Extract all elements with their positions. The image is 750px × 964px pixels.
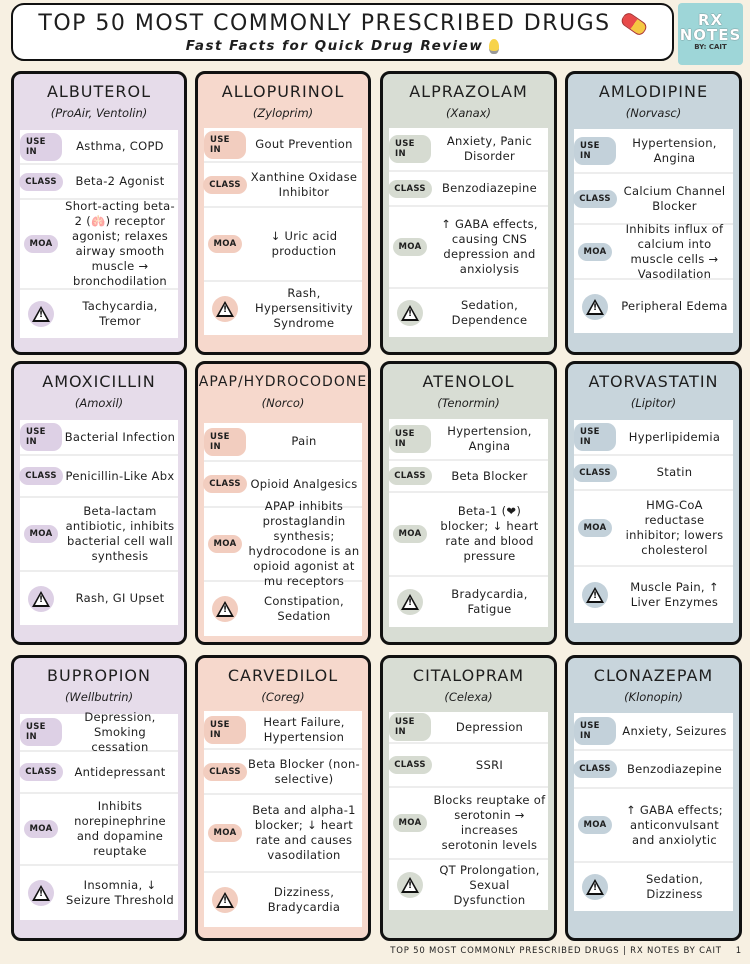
drug-name: APAP/HYDROCODONE — [198, 374, 368, 390]
use-in-row — [204, 711, 362, 748]
drug-card — [195, 655, 371, 941]
side-effects-value: Peripheral Edema — [621, 299, 728, 313]
drug-brand: (Klonopin) — [624, 690, 683, 704]
use-in-row — [20, 130, 178, 163]
class-value: Benzodiazepine — [441, 181, 538, 195]
warning-triangle — [216, 301, 234, 317]
logo-line-1: RX — [697, 11, 724, 29]
class-label: CLASS — [388, 467, 432, 485]
use-in-row — [389, 419, 548, 459]
drug-name: ALLOPURINOL — [221, 82, 345, 101]
moa-label: MOA — [393, 525, 428, 543]
drug-facts — [389, 419, 548, 627]
side-effects-value: Dizziness, Bradycardia — [267, 885, 341, 914]
drug-name: CLONAZEPAM — [593, 666, 714, 685]
moa-value: Beta-1 (❤) blocker; ↓ heart rate and blood pressure — [440, 504, 539, 563]
page-number: 1 — [735, 946, 742, 956]
use-in-row — [389, 128, 548, 170]
class-value: Beta Blocker (non-selective) — [248, 756, 360, 786]
use-value: Depression, Smoking cessation — [84, 709, 156, 754]
logo-line-2: NOTES — [679, 26, 742, 44]
use-value: Depression — [455, 719, 524, 734]
class-value: Antidepressant — [74, 764, 166, 779]
side-effects-value: Rash, Hypersensitivity Syndrome — [255, 286, 353, 330]
drug-brand: (Coreg) — [261, 690, 305, 704]
side-effects-value: Sedation, Dependence — [451, 298, 528, 327]
class-value: Calcium Channel Blocker — [623, 183, 726, 213]
side-effects-row — [389, 858, 548, 910]
drug-facts — [389, 128, 548, 337]
class-value: Penicillin-Like Abx — [65, 468, 175, 483]
moa-row — [20, 496, 178, 570]
class-label: CLASS — [203, 763, 247, 781]
side-effects-row — [20, 288, 178, 338]
warning-icon — [397, 589, 423, 615]
moa-label: MOA — [578, 519, 613, 537]
side-effects-row — [389, 575, 548, 627]
warning-triangle — [586, 879, 604, 895]
drug-name: BUPROPION — [47, 666, 151, 685]
moa-row — [389, 491, 548, 575]
class-label: CLASS — [388, 180, 432, 198]
drug-card — [380, 655, 557, 941]
side-effects-row — [389, 287, 548, 337]
warning-triangle — [401, 305, 419, 321]
drug-name: CITALOPRAM — [412, 666, 525, 685]
drug-brand: (Amoxil) — [74, 396, 124, 410]
drug-card — [11, 71, 187, 355]
class-label: CLASS — [19, 173, 63, 191]
drug-name: AMLODIPINE — [598, 82, 709, 101]
moa-row — [389, 786, 548, 858]
class-value: Statin — [656, 465, 693, 479]
moa-label: MOA — [24, 525, 59, 543]
drug-facts — [574, 713, 733, 911]
warning-icon — [397, 300, 423, 326]
moa-value: Beta-lactam antibiotic, inhibits bacterial cell wall synthesis — [65, 504, 175, 563]
warning-triangle — [586, 587, 604, 603]
side-effects-row — [20, 864, 178, 920]
side-effects-row — [574, 861, 733, 911]
class-label: CLASS — [19, 467, 63, 485]
drug-facts — [204, 711, 362, 927]
rx-notes-logo — [678, 3, 743, 65]
use-value: Asthma, COPD — [76, 139, 164, 153]
use-in-label: USE IN — [204, 131, 246, 159]
class-label: CLASS — [573, 760, 617, 778]
moa-label: MOA — [393, 814, 428, 832]
class-value: Opioid Analgesics — [250, 476, 358, 491]
page-footer — [390, 946, 742, 956]
drug-brand: (ProAir, Ventolin) — [50, 106, 148, 120]
warning-icon — [582, 582, 608, 608]
class-row — [20, 163, 178, 198]
class-row — [389, 170, 548, 205]
moa-row — [20, 198, 178, 288]
moa-row — [204, 793, 362, 871]
drug-name: ALBUTEROL — [46, 82, 152, 101]
page-title: TOP 50 MOST COMMONLY PRESCRIBED DRUGS — [38, 11, 611, 36]
side-effects-row — [204, 280, 362, 335]
use-in-label: USE IN — [204, 716, 246, 744]
drug-facts — [20, 130, 178, 338]
moa-value: ↑ GABA effects; anticonvulsant and anxiolytic — [626, 802, 723, 847]
moa-label: MOA — [208, 235, 243, 253]
use-in-label: USE IN — [20, 133, 62, 161]
class-value: Benzodiazepine — [626, 761, 723, 776]
side-effects-value: Constipation, Sedation — [264, 594, 344, 623]
class-row — [204, 748, 362, 793]
drug-name: AMOXICILLIN — [42, 372, 156, 391]
moa-row — [574, 221, 733, 281]
drug-facts — [574, 420, 733, 623]
moa-row — [574, 489, 733, 565]
warning-triangle — [586, 299, 604, 315]
moa-value: ↑ GABA effects, causing CNS depression and anxiolysis — [441, 217, 538, 276]
class-row — [574, 454, 733, 489]
drug-brand: (Tenormin) — [437, 396, 500, 410]
footer-text: TOP 50 MOST COMMONLY PRESCRIBED DRUGS | RX NOTES BY CAIT — [390, 946, 722, 956]
use-in-label: USE IN — [574, 423, 616, 451]
moa-label: MOA — [578, 243, 613, 261]
use-in-label: USE IN — [389, 713, 431, 741]
drug-facts — [20, 420, 178, 625]
drug-card — [195, 361, 371, 645]
drug-card — [11, 361, 187, 645]
class-value: Xanthine Oxidase Inhibitor — [250, 169, 358, 199]
warning-icon — [582, 294, 608, 320]
warning-icon — [582, 874, 608, 900]
class-row — [574, 749, 733, 787]
side-effects-value: Insomnia, ↓ Seizure Threshold — [66, 878, 174, 907]
lightbulb-icon — [489, 39, 499, 54]
pill-icon — [619, 11, 648, 37]
use-value: Pain — [291, 434, 317, 448]
use-in-label: USE IN — [574, 717, 616, 745]
moa-label: MOA — [208, 535, 243, 553]
class-row — [20, 750, 178, 792]
use-in-row — [204, 423, 362, 460]
moa-label: MOA — [24, 235, 59, 253]
side-effects-value: Tachycardia, Tremor — [82, 299, 158, 328]
class-row — [574, 172, 733, 223]
drug-facts — [574, 129, 733, 333]
side-effects-value: Muscle Pain, ↑ Liver Enzymes — [630, 580, 719, 609]
use-in-label: USE IN — [20, 423, 62, 451]
side-effects-value: Bradycardia, Fatigue — [451, 587, 528, 616]
drug-facts — [204, 128, 362, 335]
drug-name: ATORVASTATIN — [588, 372, 719, 391]
use-in-label: USE IN — [574, 137, 616, 165]
drug-card — [380, 361, 557, 645]
moa-value: Blocks reuptake of serotonin → increases serotonin levels — [433, 793, 546, 852]
class-label: CLASS — [573, 190, 617, 208]
warning-triangle — [401, 594, 419, 610]
class-label: CLASS — [203, 475, 247, 493]
drug-brand: (Xanax) — [445, 106, 492, 120]
drug-brand: (Lipitor) — [630, 396, 677, 410]
use-in-row — [389, 712, 548, 742]
class-value: Beta-2 Agonist — [75, 174, 165, 188]
moa-row — [389, 205, 548, 287]
drug-card — [380, 71, 557, 355]
class-label: CLASS — [388, 756, 432, 774]
drug-facts — [20, 709, 178, 920]
side-effects-value: Rash, GI Upset — [75, 591, 165, 605]
side-effects-value: QT Prolongation, Sexual Dysfunction — [439, 862, 540, 907]
drug-card — [195, 71, 371, 355]
drug-brand: (Celexa) — [444, 690, 493, 704]
side-effects-value: Sedation, Dizziness — [645, 872, 704, 901]
warning-icon — [28, 301, 54, 327]
moa-label: MOA — [578, 816, 613, 834]
use-in-row — [204, 128, 362, 161]
use-in-label: USE IN — [389, 135, 431, 163]
use-in-row — [20, 709, 178, 754]
class-label: CLASS — [203, 176, 247, 194]
drug-name: ATENOLOL — [422, 372, 515, 391]
drug-brand: (Zyloprim) — [252, 106, 314, 120]
class-row — [20, 454, 178, 496]
warning-icon — [212, 296, 238, 322]
use-value: Gout Prevention — [255, 137, 353, 151]
side-effects-row — [574, 565, 733, 623]
drug-brand: (Wellbutrin) — [64, 690, 134, 704]
moa-label: MOA — [208, 824, 243, 842]
drug-brand: (Norvasc) — [625, 106, 682, 120]
drug-card — [565, 71, 742, 355]
use-value: Bacterial Infection — [64, 429, 176, 444]
moa-value: Beta and alpha-1 blocker; ↓ heart rate and causes vasodilation — [252, 803, 356, 862]
use-value: Anxiety, Seizures — [622, 723, 727, 738]
warning-triangle — [32, 591, 50, 607]
moa-row — [204, 206, 362, 280]
use-value: Hyperlipidemia — [628, 429, 721, 444]
use-value: Anxiety, Panic Disorder — [446, 134, 533, 163]
class-label: CLASS — [19, 763, 63, 781]
class-label: CLASS — [573, 464, 617, 482]
moa-value: APAP inhibits prostaglandin synthesis; hydrocodone is an opioid agonist at mu receptors — [248, 499, 360, 588]
side-effects-row — [20, 570, 178, 625]
drug-name: CARVEDILOL — [227, 666, 339, 685]
warning-icon — [397, 872, 423, 898]
moa-row — [574, 787, 733, 861]
side-effects-row — [204, 871, 362, 927]
use-in-label: USE IN — [204, 428, 246, 456]
moa-value: HMG-CoA reductase inhibitor; lowers cholesterol — [625, 498, 724, 557]
side-effects-row — [574, 278, 733, 333]
page-subtitle: Fast Facts for Quick Drug Review — [185, 38, 484, 54]
warning-icon — [212, 596, 238, 622]
use-value: Heart Failure, Hypertension — [263, 714, 345, 744]
drug-facts — [204, 423, 362, 636]
warning-icon — [28, 586, 54, 612]
moa-value: Inhibits influx of calcium into muscle cells → Vasodilation — [625, 221, 724, 281]
drug-name: ALPRAZOLAM — [409, 82, 528, 101]
page-header — [11, 3, 674, 61]
moa-value: Inhibits norepinephrine and dopamine reuptake — [74, 799, 166, 858]
use-value: Hypertension, Angina — [632, 135, 717, 165]
warning-icon — [212, 887, 238, 913]
use-in-row — [20, 420, 178, 454]
drug-facts — [389, 712, 548, 910]
class-value: SSRI — [475, 757, 504, 772]
use-in-row — [574, 420, 733, 454]
moa-value: Short-acting beta-2 (🫁) receptor agonist; relaxes airway smooth muscle → bronchodilation — [65, 199, 175, 288]
moa-row — [204, 499, 362, 588]
use-in-label: USE IN — [20, 718, 62, 746]
moa-row — [20, 792, 178, 864]
drug-card — [565, 655, 742, 941]
use-in-row — [574, 129, 733, 172]
class-row — [389, 459, 548, 491]
moa-label: MOA — [393, 238, 428, 256]
class-row — [389, 742, 548, 786]
moa-value: ↓ Uric acid production — [270, 229, 338, 258]
drug-card — [11, 655, 187, 941]
warning-triangle — [32, 306, 50, 322]
moa-label: MOA — [24, 820, 59, 838]
use-in-label: USE IN — [389, 425, 431, 453]
warning-triangle — [216, 601, 234, 617]
drug-card — [565, 361, 742, 645]
class-value: Beta Blocker — [451, 468, 528, 483]
logo-line-3: BY: CAIT — [694, 43, 727, 51]
use-in-row — [574, 713, 733, 749]
class-row — [204, 161, 362, 206]
use-value: Hypertension, Angina — [447, 424, 532, 453]
warning-triangle — [32, 885, 50, 901]
drug-brand: (Norco) — [261, 396, 305, 410]
warning-triangle — [216, 892, 234, 908]
warning-triangle — [401, 877, 419, 893]
warning-icon — [28, 880, 54, 906]
